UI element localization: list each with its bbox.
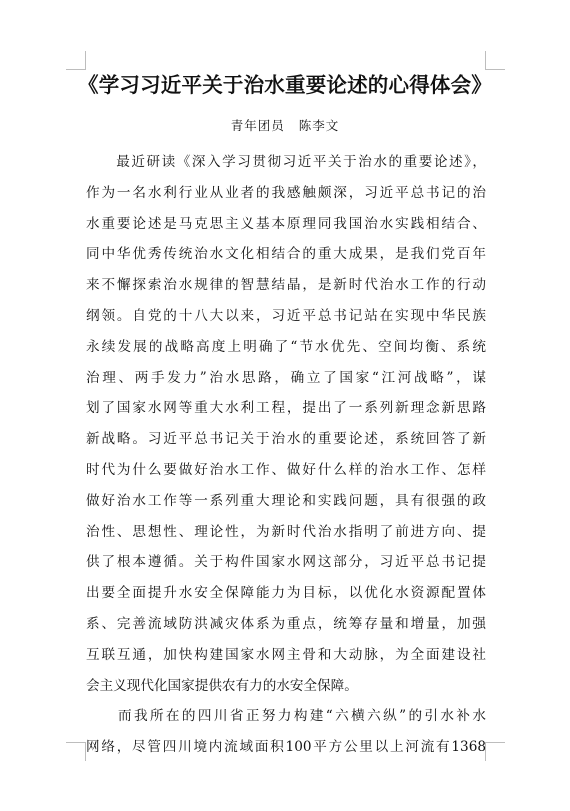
text-line: 水重要论述是马克思主义基本原理同我国治水实践相结合、 [86, 215, 486, 232]
text-line: 而我所在的四川省正努力构建“六横六纵”的引水补水 [86, 708, 486, 725]
text-line: 会主义现代化国家提供农有力的水安全保障。 [86, 677, 358, 694]
document-body [86, 147, 486, 763]
text-line: 作为一名水利行业从业者的我感触颇深，习近平总书记的治 [86, 184, 486, 201]
author-role: 青年团员 [230, 118, 285, 133]
crop-mark-bottom-right-horizontal [485, 742, 505, 743]
text-line: 最近研读《深入学习贯彻习近平关于治水的重要论述》， [86, 154, 486, 170]
text-line: 互联互通，加快构建国家水网主骨和大动脉，为全面建设社 [86, 646, 486, 663]
text-line: 新战略。习近平总书记关于治水的重要论述，系统回答了新 [86, 431, 486, 448]
text-line: 时代为什么要做好治水工作、做好什么样的治水工作、怎样 [86, 461, 486, 478]
text-line: 划了国家水网等重大水利工程，提出了一系列新理念新思路 [86, 400, 486, 417]
author-name: 陈李文 [298, 118, 340, 133]
text-line: 做好治水工作等一系列重大理论和实践问题，具有很强的政 [86, 492, 486, 509]
text-line: 纲领。自党的十八大以来，习近平总书记站在实现中华民族 [86, 307, 486, 324]
text-line: 来不懈探索治水规律的智慧结晶，是新时代治水工作的行动 [86, 277, 486, 294]
document-title: 《学习习近平关于治水重要论述的心得体会》 [78, 73, 492, 97]
text-line: 治性、思想性、理论性，为新时代治水指明了前进方向、提 [86, 523, 486, 540]
text-line: 出要全面提升水安全保障能力为目标，以优化水资源配置体 [86, 585, 486, 602]
crop-mark-bottom-left-horizontal [66, 742, 86, 743]
text-line: 治理、两手发力”治水思路，确立了国家“江河战略”，谋 [86, 369, 486, 386]
paragraph-1 [86, 147, 486, 701]
text-line: 系、完善流域防洪减灾体系为重点，统筹存量和增量，加强 [86, 615, 486, 632]
byline [0, 116, 570, 134]
text-line: 同中华优秀传统治水文化相结合的重大成果，是我们党百年 [86, 246, 486, 263]
paragraph-2 [86, 701, 486, 763]
text-line: 永续发展的战略高度上明确了“节水优先、空间均衡、系统 [86, 338, 486, 355]
text-line: 供了根本遵循。关于构件国家水网这部分，习近平总书记提 [86, 554, 486, 571]
text-line: 网络，尽管四川境内流域面积100平方公里以上河流有1368 [86, 739, 486, 756]
